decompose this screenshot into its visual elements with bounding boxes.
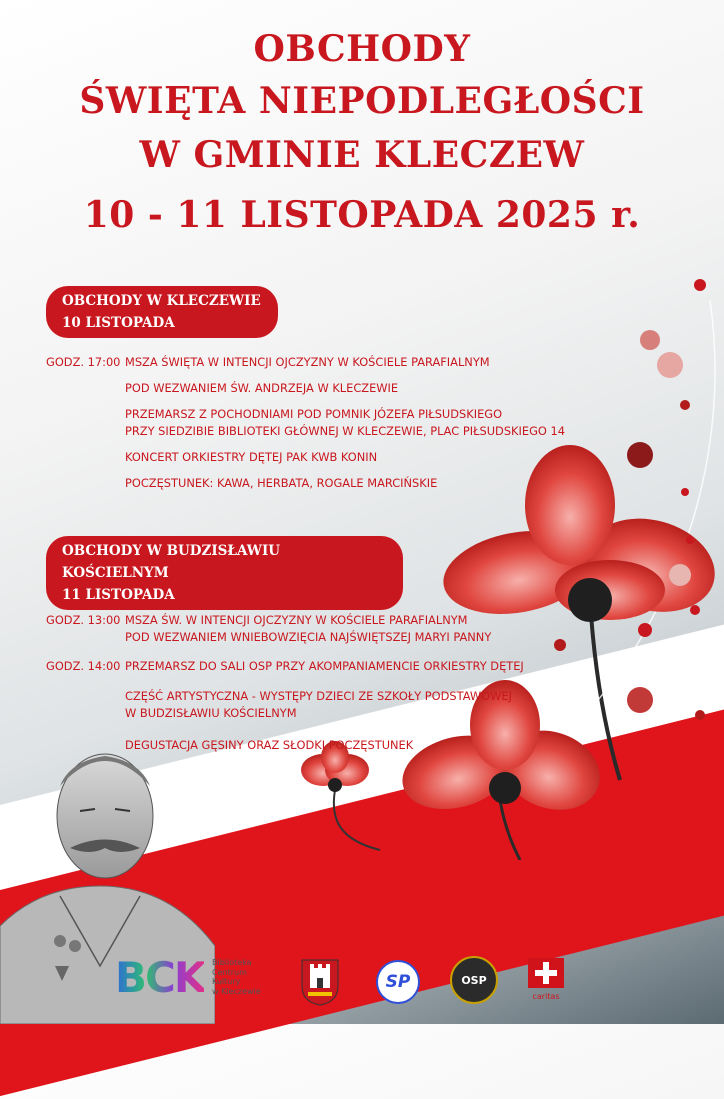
bck-text-line: Biblioteka [212, 958, 252, 967]
section-1-item: PRZEMARSZ Z POCHODNIAMI POD POMNIK JÓZEFA PIŁSUDSKIEGO [125, 407, 503, 421]
title-line-1: OBCHODY [253, 28, 471, 70]
osp-logo-text: OSP [461, 973, 487, 987]
coat-of-arms-logo [300, 958, 340, 1006]
section-2-item: DEGUSTACJA GĘSINY ORAZ SŁODKI POCZĘSTUNEK [125, 738, 414, 752]
caritas-logo-text: caritas [532, 992, 560, 1001]
caritas-cross-icon [528, 958, 564, 988]
section-2-item: POD WEZWANIEM WNIEBOWZIĘCIA NAJŚWIĘTSZEJ MARYI PANNY [125, 630, 492, 644]
section-1-item: KONCERT ORKIESTRY DĘTEJ PAK KWB KONIN [125, 450, 378, 464]
title-line-3: W GMINIE KLECZEW [139, 134, 585, 176]
bck-logo-text [212, 958, 261, 996]
bck-logo [115, 953, 205, 1002]
section-2-time-2: GODZ. 14:00 [46, 659, 121, 673]
section-2-item: PRZEMARSZ DO SALI OSP PRZY AKOMPANIAMENCIE ORKIESTRY DĘTEJ [125, 659, 524, 673]
caritas-logo [528, 958, 564, 1001]
section-2-item: CZĘŚĆ ARTYSTYCZNA - WYSTĘPY DZIECI ZE SZKOŁY PODSTAWOWEJ [125, 689, 512, 703]
section-1-time: GODZ. 17:00 [46, 355, 121, 369]
section-1-date: 10 LISTOPADA [62, 315, 175, 331]
section-2-time-1: GODZ. 13:00 [46, 613, 121, 627]
section-2-header [46, 536, 403, 610]
section-1-item: POCZĘSTUNEK: KAWA, HERBATA, ROGALE MARCIŃSKIE [125, 476, 438, 490]
section-2-date: 11 LISTOPADA [62, 587, 175, 603]
section-1-title: OBCHODY W KLECZEWIE [62, 293, 261, 309]
osp-logo [450, 956, 498, 1004]
section-1-item: PRZY SIEDZIBIE BIBLIOTEKI GŁÓWNEJ W KLECZEWIE, PLAC PIŁSUDSKIEGO 14 [125, 424, 565, 438]
bck-mark: BCK [115, 953, 205, 1002]
title-dates: 10 - 11 LISTOPADA 2025 r. [83, 194, 641, 236]
section-1-item: MSZA ŚWIĘTA W INTENCJI OJCZYZNY W KOŚCIELE PARAFIALNYM [125, 355, 490, 369]
section-1-header [46, 286, 278, 338]
logos-band [0, 945, 724, 1024]
school-logo-text: SP [385, 972, 411, 992]
bck-text-line: Centrum [212, 967, 247, 977]
section-2-title: OBCHODY W BUDZISŁAWIU KOŚCIELNYM [62, 543, 281, 581]
section-2-item: W BUDZISŁAWIU KOŚCIELNYM [125, 706, 297, 720]
bck-text-line: Kultury [212, 977, 241, 986]
section-1-item: POD WEZWANIEM ŚW. ANDRZEJA W KLECZEWIE [125, 381, 399, 395]
school-logo [376, 960, 420, 1004]
title-line-2: ŚWIĘTA NIEPODLEGŁOŚCI [79, 80, 645, 122]
section-2-item: MSZA ŚW. W INTENCJI OJCZYZNY W KOŚCIELE PARAFIALNYM [125, 613, 468, 627]
bck-text-line: w Kleczewie [212, 986, 261, 996]
